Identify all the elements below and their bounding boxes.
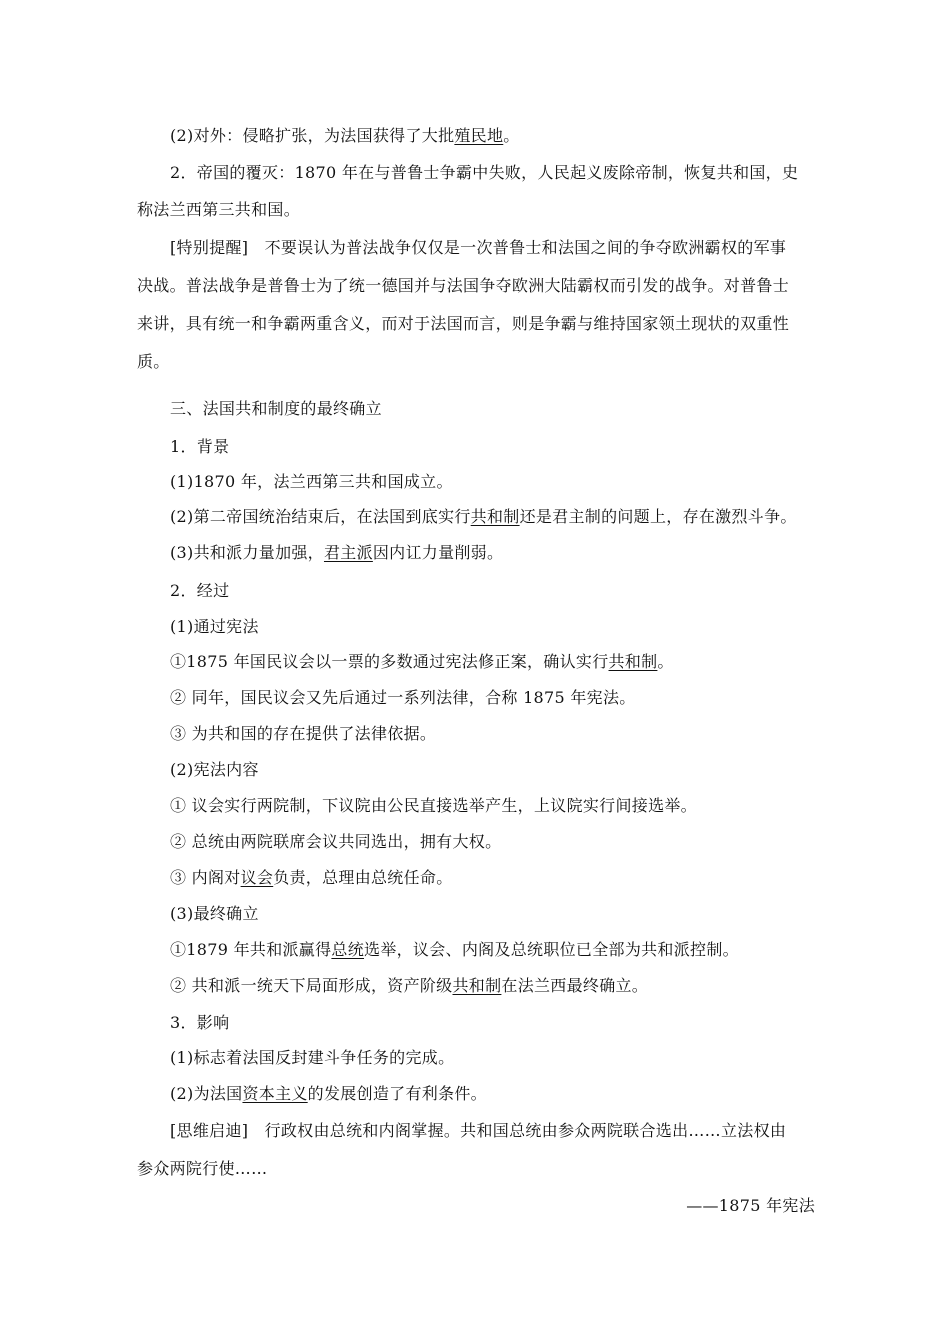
underlined-term: 议会 [240, 868, 274, 887]
underlined-term: 总统 [331, 940, 365, 959]
source-attribution: ——1875 年宪法 [686, 1196, 815, 1215]
paragraph-line: 称法兰西第三共和国。 [137, 200, 301, 219]
list-item: (2)第二帝国统治结束后，在法国到底实行共和制还是君主制的问题上，存在激烈斗争。 [170, 507, 797, 526]
underlined-term: 殖民地 [454, 126, 504, 145]
paragraph-line: 质。 [137, 352, 170, 371]
paragraph-line: 参众两院行使…… [137, 1159, 268, 1178]
list-item: (1)标志着法国反封建斗争任务的完成。 [170, 1048, 455, 1067]
list-item: (2)为法国资本主义的发展创造了有利条件。 [170, 1084, 487, 1103]
list-item: (3)最终确立 [170, 904, 259, 923]
list-item: ①1879 年共和派赢得总统选举，议会、内阁及总统职位已全部为共和派控制。 [170, 940, 739, 959]
list-item: (1)通过宪法 [170, 617, 259, 636]
section-heading: 三、法国共和制度的最终确立 [170, 399, 382, 418]
list-item: ② 共和派一统天下局面形成，资产阶级共和制在法兰西最终确立。 [170, 976, 649, 995]
underlined-term: 共和制 [608, 652, 658, 671]
subsection-heading: 3．影响 [170, 1013, 230, 1032]
underlined-term: 共和制 [470, 507, 520, 526]
list-item: ①1875 年国民议会以一票的多数通过宪法修正案，确认实行共和制。 [170, 652, 674, 671]
list-item: (1)1870 年，法兰西第三共和国成立。 [170, 472, 453, 491]
special-note-line: [特别提醒] 不要误认为普法战争仅仅是一次普鲁士和法国之间的争夺欧洲霸权的军事 [170, 238, 787, 257]
subsection-heading: 2．经过 [170, 581, 230, 600]
thinking-prompt-line: [思维启迪] 行政权由总统和内阁掌握。共和国总统由参众两院联合选出……立法权由 [170, 1121, 787, 1140]
paragraph-line: 2．帝国的覆灭：1870 年在与普鲁士争霸中失败，人民起义废除帝制，恢复共和国，史 [170, 163, 799, 182]
paragraph-line: (2)对外：侵略扩张，为法国获得了大批殖民地。 [170, 126, 520, 145]
list-item: ③ 为共和国的存在提供了法律依据。 [170, 724, 437, 743]
list-item: ③ 内阁对议会负责，总理由总统任命。 [170, 868, 453, 887]
list-item: ② 总统由两院联席会议共同选出，拥有大权。 [170, 832, 502, 851]
paragraph-line: 来讲，具有统一和争霸两重含义，而对于法国而言，则是争霸与维持国家领土现状的双重性 [137, 314, 790, 333]
underlined-term: 君主派 [323, 543, 373, 562]
list-item: ① 议会实行两院制，下议院由公民直接选举产生，上议院实行间接选举。 [170, 796, 697, 815]
underlined-term: 资本主义 [242, 1084, 308, 1103]
list-item: ② 同年，国民议会又先后通过一系列法律，合称 1875 年宪法。 [170, 688, 636, 707]
list-item: (2)宪法内容 [170, 760, 259, 779]
subsection-heading: 1．背景 [170, 437, 230, 456]
list-item: (3)共和派力量加强，君主派因内讧力量削弱。 [170, 543, 504, 562]
paragraph-line: 决战。普法战争是普鲁士为了统一德国并与法国争夺欧洲大陆霸权而引发的战争。对普鲁士 [137, 276, 790, 295]
underlined-term: 共和制 [452, 976, 502, 995]
